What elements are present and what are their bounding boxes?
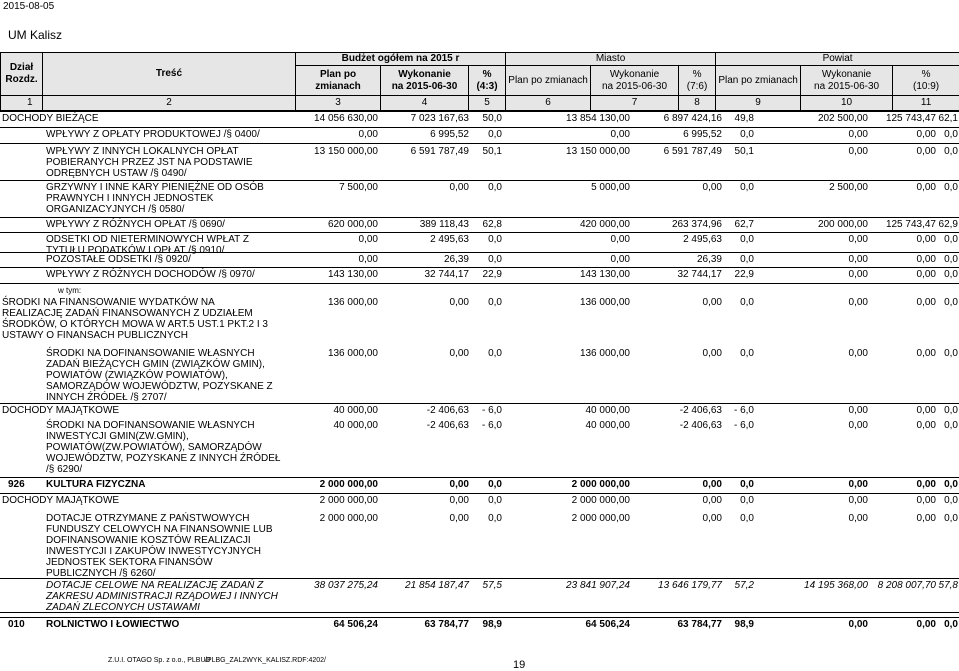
row-value: 0,0 (488, 129, 502, 140)
row-value: 26,39 (443, 254, 469, 265)
header-pct-total (469, 66, 506, 96)
row-value: 0,00 (702, 182, 722, 193)
col-number: 3 (296, 96, 381, 111)
header-group-city: Miasto (506, 53, 716, 66)
row-value: 64 506,24 (585, 619, 630, 630)
row-value: 40 000,00 (585, 420, 630, 431)
row-value: 0,00 (916, 348, 936, 359)
row-value: 6 995,52 (430, 129, 469, 140)
row-value: 0,00 (848, 146, 868, 157)
row-value: 0,0 (740, 479, 754, 490)
row-value: 0,00 (916, 405, 936, 416)
row-value: 22,9 (482, 269, 502, 280)
row-value: 7 500,00 (339, 182, 378, 193)
header-pct-formula: (4:3) (476, 80, 498, 92)
header-pct-formula: (7:6) (686, 80, 708, 92)
row-value: 32 744,17 (677, 269, 722, 280)
row-label: DOCHODY BIEŻĄCE (2, 113, 99, 124)
row-value: 0,0 (740, 129, 754, 140)
header-wyk-date: na 2015-06-30 (602, 80, 668, 92)
row-value: 2 000 000,00 (319, 479, 378, 490)
header-group-total: Budżet ogółem na 2015 r (296, 53, 506, 66)
row-value: 0,00 (449, 495, 469, 506)
header-pct-county (893, 66, 959, 96)
row-value: 40 000,00 (333, 405, 378, 416)
row-value: 62,7 (734, 219, 754, 230)
row-label: ŚRODKI NA DOFINANSOWANIE WŁASNYCH ZADAŃ BIEŻĄCYCH GMIN (ZWIĄZKÓW GMIN), POWIATÓW (ZWIĄZKÓW POWIATÓW), SAMORZĄDÓW WOJEWÓDZTW, POZYSKANE Z INNYCH ŹRÓDEŁ /§ 2707/ (46, 348, 273, 403)
row-divider (0, 283, 959, 284)
footer-company: Z.U.I. OTAGO Sp. z o.o., PLBUD (108, 657, 211, 664)
row-value: 2 000 000,00 (571, 479, 630, 490)
row-label: ŚRODKI NA DOFINANSOWANIE WŁASNYCH INWESTYCJI GMIN(ZW.GMIN), POWIATÓW(ZW.POWIATÓW), SAMORZĄDÓW WOJEWÓDZTW, POZYSKANE Z INNYCH ŹRÓDEŁ /§ 6290/ (46, 420, 281, 475)
col-number: 6 (506, 96, 591, 111)
header-pct-label: % (692, 68, 702, 80)
row-value: 40 000,00 (333, 420, 378, 431)
row-value: 0,0 (944, 254, 958, 265)
row-value: 0,0 (488, 234, 502, 245)
row-value: 32 744,17 (424, 269, 469, 280)
row-divider (0, 477, 959, 478)
row-value: 13 150 000,00 (314, 146, 378, 157)
row-value: 0,0 (488, 495, 502, 506)
row-value: 0,0 (944, 405, 958, 416)
row-value: 0,00 (916, 297, 936, 308)
row-value: 0,00 (449, 513, 469, 524)
row-value: 0,0 (488, 348, 502, 359)
row-value: 0,00 (358, 234, 378, 245)
row-value: 13 150 000,00 (566, 146, 630, 157)
row-value: 2 000 000,00 (571, 513, 630, 524)
row-label: DOCHODY MAJĄTKOWE (2, 405, 120, 416)
header-pct-label: % (921, 68, 931, 80)
row-value: 26,39 (696, 254, 722, 265)
row-label: KULTURA FIZYCZNA (46, 479, 146, 490)
row-value: 0,00 (358, 129, 378, 140)
row-value: 263 374,96 (671, 219, 722, 230)
row-value: 0,00 (702, 513, 722, 524)
row-value: 0,0 (944, 146, 958, 157)
row-value: 0,00 (848, 348, 868, 359)
row-value: 0,0 (488, 297, 502, 308)
row-value: 202 500,00 (817, 113, 868, 124)
row-value: 0,00 (702, 479, 722, 490)
row-value: 13 854 130,00 (566, 113, 630, 124)
row-divider (0, 267, 959, 268)
row-value: 8 208 007,70 (877, 580, 936, 591)
row-value: 136 000,00 (579, 348, 630, 359)
row-value: 0,00 (610, 234, 630, 245)
row-label: DOTACJE CELOWE NA REALIZACJĘ ZADAŃ Z ZAKRESU ADMINISTRACJI RZĄDOWEJ I INNYCH ZADAŃ ZLECONYCH USTAWAMI (46, 580, 278, 613)
row-value: 2 495,63 (430, 234, 469, 245)
row-value: 0,00 (449, 297, 469, 308)
row-value: 6 995,52 (683, 129, 722, 140)
row-value: - 6,0 (733, 420, 754, 431)
row-value: 0,00 (916, 619, 936, 630)
row-value: 0,00 (916, 420, 936, 431)
row-label: WPŁYWY Z OPŁATY PRODUKTOWEJ /§ 0400/ (46, 129, 260, 140)
row-value: 0,00 (848, 254, 868, 265)
row-value: 143 130,00 (579, 269, 630, 280)
row-value: 0,00 (916, 146, 936, 157)
row-divider (0, 493, 959, 494)
row-value: 136 000,00 (327, 297, 378, 308)
row-value: 2 000 000,00 (319, 495, 378, 506)
row-label: ODSETKI OD NIETERMINOWYCH WPŁAT Z TYTUŁU PODATKÓW I OPŁAT /§ 0910/ (46, 234, 249, 256)
row-value: 0,0 (740, 348, 754, 359)
header-tresc: Treść (43, 53, 296, 96)
row-value: 389 118,43 (419, 219, 469, 230)
row-value: 0,00 (848, 234, 868, 245)
row-value: 0,00 (848, 269, 868, 280)
row-value: 136 000,00 (579, 297, 630, 308)
row-value: 23 841 907,24 (566, 580, 630, 591)
row-value: -2 406,63 (426, 405, 469, 416)
header-pct-label: % (482, 68, 492, 80)
row-value: 0,00 (916, 129, 936, 140)
row-value: 63 784,77 (424, 619, 469, 630)
row-value: 0,0 (944, 420, 958, 431)
row-value: 0,00 (702, 495, 722, 506)
row-value: 0,0 (488, 479, 502, 490)
row-label: WPŁYWY Z INNYCH LOKALNYCH OPŁAT POBIERANYCH PRZEZ JST NA PODSTAWIE ODRĘBNYCH USTAW /§ 0490/ (46, 146, 253, 179)
row-value: 0,0 (944, 129, 958, 140)
row-value: 125 743,47 (885, 219, 936, 230)
row-value: 0,00 (916, 269, 936, 280)
row-value: 64 506,24 (333, 619, 378, 630)
row-label: POZOSTAŁE ODSETKI /§ 0920/ (46, 254, 191, 265)
footer-report: /PLBG_ZAL2WYK_KALISZ.RDF:4202/ (205, 657, 326, 664)
row-value: 0,00 (848, 129, 868, 140)
row-value: -2 406,63 (679, 420, 722, 431)
row-value: 0,0 (740, 495, 754, 506)
row-value: 0,0 (944, 269, 958, 280)
row-value: 2 495,63 (683, 234, 722, 245)
row-value: - 6,0 (733, 405, 754, 416)
row-value: 2 000 000,00 (319, 513, 378, 524)
row-value: 0,00 (848, 297, 868, 308)
row-value: 50,0 (482, 113, 502, 124)
header-wyk-date: na 2015-06-30 (814, 80, 880, 92)
row-value: 40 000,00 (585, 405, 630, 416)
row-value: 136 000,00 (327, 348, 378, 359)
row-value: 0,00 (848, 420, 868, 431)
row-value: 7 023 167,63 (410, 113, 469, 124)
row-value: 0,0 (944, 234, 958, 245)
row-value: 62,1 (938, 113, 958, 124)
header-plan-city: Plan po zmianach (506, 66, 591, 96)
row-value: 0,0 (488, 182, 502, 193)
row-value: 0,0 (944, 297, 958, 308)
row-divider (0, 403, 959, 404)
row-value: 14 056 630,00 (314, 113, 378, 124)
row-value: 5 000,00 (591, 182, 630, 193)
header-group-county: Powiat (716, 53, 959, 66)
row-value: 0,0 (944, 479, 958, 490)
row-value: 0,0 (740, 254, 754, 265)
row-value: 0,0 (488, 254, 502, 265)
row-value: 21 854 187,47 (405, 580, 469, 591)
header-wyk-total (381, 66, 469, 96)
row-value: 14 195 368,00 (804, 580, 868, 591)
row-value: - 6,0 (481, 405, 502, 416)
row-value: 62,8 (482, 219, 502, 230)
row-value: 0,0 (740, 297, 754, 308)
row-divider (0, 127, 959, 128)
row-value: 0,00 (916, 182, 936, 193)
row-label: WPŁYWY Z RÓŻNYCH OPŁAT /§ 0690/ (46, 219, 225, 230)
header-plan-total: Plan po zmianach (296, 66, 381, 96)
row-value: 0,00 (848, 405, 868, 416)
row-value: 143 130,00 (327, 269, 378, 280)
row-value: 0,0 (740, 513, 754, 524)
row-value: 0,00 (916, 479, 936, 490)
row-value: 98,9 (482, 619, 502, 630)
row-value: 2 500,00 (829, 182, 868, 193)
header-wyk-label: Wykonanie (609, 68, 660, 80)
row-value: 22,9 (734, 269, 754, 280)
row-value: 49,8 (734, 113, 754, 124)
row-value: 0,0 (944, 495, 958, 506)
row-value: 0,00 (848, 513, 868, 524)
row-value: 6 897 424,16 (663, 113, 722, 124)
col-number: 5 (469, 96, 506, 111)
row-value: 0,00 (848, 619, 868, 630)
row-value: 0,00 (610, 254, 630, 265)
row-value: 0,0 (944, 348, 958, 359)
row-label: WPŁYWY Z RÓŻNYCH DOCHODÓW /§ 0970/ (46, 269, 255, 280)
row-value: 0,00 (449, 348, 469, 359)
row-label: DOCHODY MAJĄTKOWE (2, 495, 120, 506)
row-divider (0, 143, 959, 144)
row-value: 50,1 (482, 146, 502, 157)
row-divider (0, 232, 959, 233)
row-value: 0,00 (449, 479, 469, 490)
row-value: 0,0 (740, 182, 754, 193)
row-value: 57,2 (734, 580, 754, 591)
row-value: 0,00 (610, 129, 630, 140)
row-value: 63 784,77 (677, 619, 722, 630)
row-value: 13 646 179,77 (658, 580, 722, 591)
row-value: 98,9 (734, 619, 754, 630)
row-divider (0, 617, 959, 618)
row-value: 0,00 (916, 495, 936, 506)
document-title: UM Kalisz (8, 28, 63, 42)
row-code: 926 (8, 479, 25, 490)
row-value: 0,0 (944, 182, 958, 193)
header-wyk-label: Wykonanie (398, 68, 451, 80)
col-number: 2 (43, 96, 296, 111)
header-pct-formula: (10:9) (913, 80, 940, 92)
col-number: 4 (381, 96, 469, 111)
row-value: 620 000,00 (327, 219, 378, 230)
row-value: 0,00 (848, 495, 868, 506)
row-code: 010 (8, 619, 25, 630)
header-wyk-city (591, 66, 679, 96)
row-value: 0,00 (702, 297, 722, 308)
row-value: 0,0 (740, 234, 754, 245)
col-number: 10 (801, 96, 893, 111)
page-number: 19 (513, 659, 526, 671)
row-value: 0,0 (488, 513, 502, 524)
row-value: 57,5 (482, 580, 502, 591)
row-value: 420 000,00 (579, 219, 630, 230)
row-divider (0, 217, 959, 218)
col-number: 7 (591, 96, 679, 111)
row-value: 38 037 275,24 (314, 580, 378, 591)
row-value: 200 000,00 (817, 219, 868, 230)
row-value: 57,8 (938, 580, 958, 591)
row-value: 0,00 (848, 479, 868, 490)
col-number: 1 (1, 96, 43, 111)
col-number: 9 (716, 96, 801, 111)
column-header (0, 52, 959, 111)
row-value: 62,9 (938, 219, 958, 230)
row-value: 0,00 (702, 348, 722, 359)
header-wyk-county (801, 66, 893, 96)
row-value: 0,00 (916, 513, 936, 524)
print-date: 2015-08-05 (3, 1, 55, 12)
header-wyk-date: na 2015-06-30 (391, 80, 458, 92)
row-value: -2 406,63 (426, 420, 469, 431)
header-plan-county: Plan po zmianach (716, 66, 801, 96)
row-label: ROLNICTWO I ŁOWIECTWO (46, 619, 180, 630)
row-value: 0,00 (449, 182, 469, 193)
row-value: - 6,0 (481, 420, 502, 431)
row-value: 125 743,47 (885, 113, 936, 124)
row-label: ŚRODKI NA FINANSOWANIE WYDATKÓW NA REALIZACJĘ ZADAŃ FINANSOWANYCH Z UDZIAŁEM ŚRODKÓW, O KTÓRYCH MOWA W ART.5 UST.1 PKT.2 I 3 USTAWY O FINANSACH PUBLICZNYCH (2, 297, 268, 341)
header-pct-city (679, 66, 716, 96)
row-value: 0,00 (916, 254, 936, 265)
row-label: GRZYWNY I INNE KARY PIENIĘŻNE OD OSÓB PRAWNYCH I INNYCH JEDNOSTEK ORGANIZACYJNYCH /§ 0580/ (46, 182, 264, 215)
col-number: 11 (893, 96, 959, 111)
row-label: DOTACJE OTRZYMANE Z PAŃSTWOWYCH FUNDUSZY CELOWYCH NA FINANSOWNIE LUB DOFINANSOWANIE KOSZTÓW REALIZACJI INWESTYCJI I ZAKUPÓW INWESTYCYJNYCH JEDNOSTEK SEKTORA FINANSÓW PUBLICZNYCH /§ 6260/ (46, 513, 273, 579)
row-value: 2 000 000,00 (571, 495, 630, 506)
col-number: 8 (679, 96, 716, 111)
row-value: 50,1 (734, 146, 754, 157)
row-value: -2 406,63 (679, 405, 722, 416)
row-value: 0,0 (944, 619, 958, 630)
row-divider (0, 111, 959, 112)
row-value: 0,00 (916, 234, 936, 245)
row-value: 0,00 (358, 254, 378, 265)
row-value: 0,0 (944, 513, 958, 524)
row-value: 6 591 787,49 (663, 146, 722, 157)
row-divider (0, 180, 959, 181)
header-wyk-label: Wykonanie (821, 68, 872, 80)
row-value: 6 591 787,49 (410, 146, 469, 157)
header-dzial: Dział Rozdz. (1, 53, 43, 96)
row-label: w tym: (58, 286, 82, 295)
